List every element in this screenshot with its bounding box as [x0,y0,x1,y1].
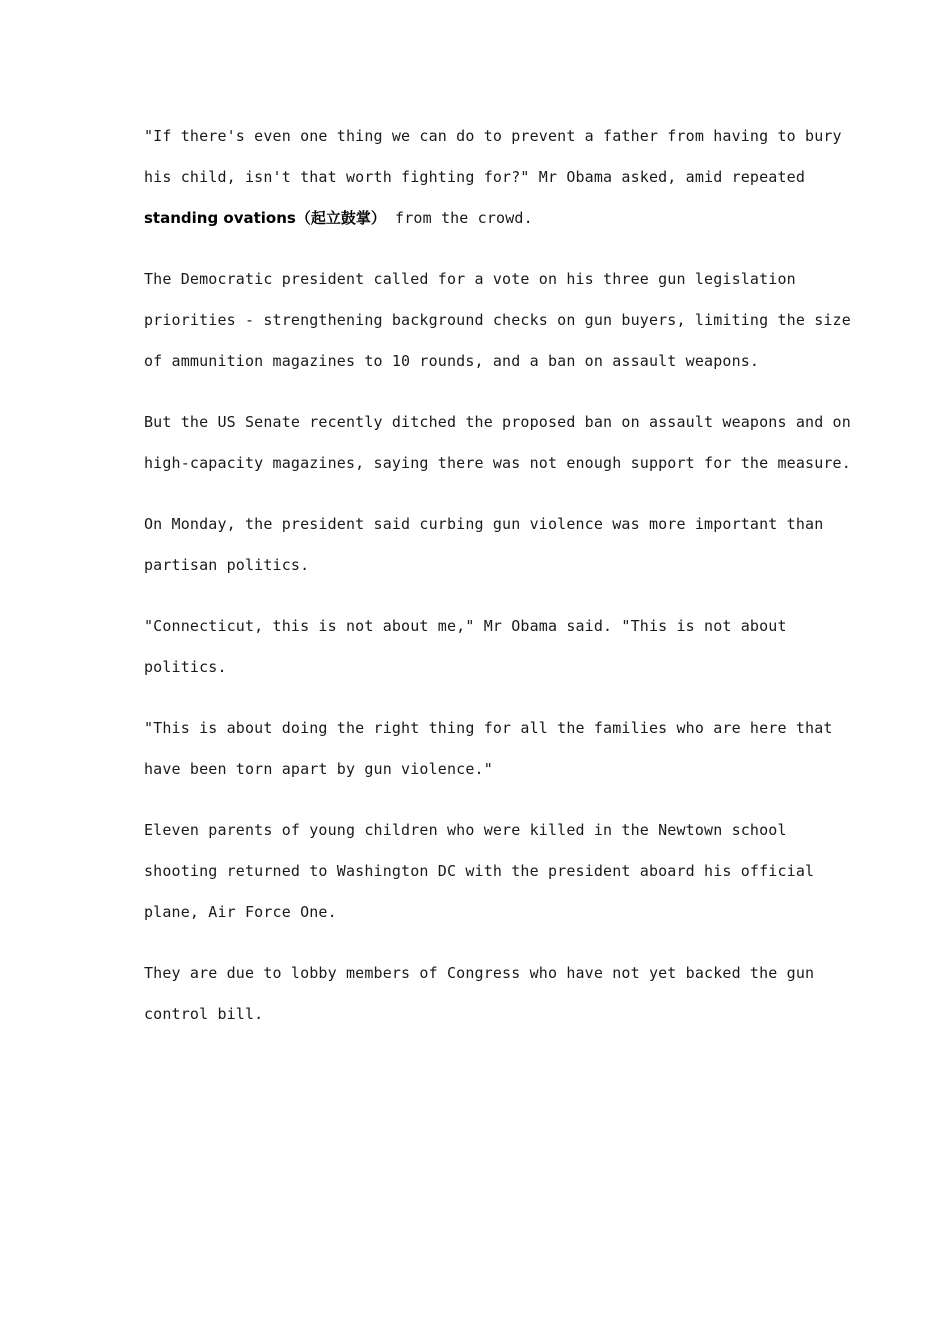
text-line: of ammunition magazines to 10 rounds, and a ban on assault weapons. [144,352,760,370]
paragraph-7 [144,810,815,933]
text-line: plane, Air Force One. [144,903,337,921]
text-line: But the US Senate recently ditched the proposed ban on assault weapons and on [144,413,851,431]
text-line: partisan politics. [144,556,310,574]
text-line: shooting returned to Washington DC with the president aboard his official [144,862,815,880]
text-line: They are due to lobby members of Congress who have not yet backed the gun [144,964,815,982]
text-line: Eleven parents of young children who were killed in the Newtown school [144,821,787,839]
text-segment: from the crowd. [385,209,533,227]
text-line: politics. [144,658,227,676]
paragraph-1 [144,116,842,239]
text-line: control bill. [144,1005,264,1023]
text-line: On Monday, the president said curbing gun violence was more important than [144,515,824,533]
text-line [144,198,804,239]
paragraph-8 [144,953,815,1035]
text-line: "Connecticut, this is not about me," Mr Obama said. "This is not about [144,617,787,635]
text-line: "This is about doing the right thing for all the families who are here that [144,719,833,737]
paragraph-6 [144,708,833,790]
bold-phrase: standing ovations（起立鼓掌） [144,209,386,227]
text-line: his child, isn't that worth fighting for?" Mr Obama asked, amid repeated [144,168,806,186]
text-line: "If there's even one thing we can do to prevent a father from having to bury [144,127,842,145]
text-line: high-capacity magazines, saying there was not enough support for the measure. [144,454,851,472]
text-line: have been torn apart by gun violence." [144,760,493,778]
paragraph-4 [144,504,824,586]
text-line: The Democratic president called for a vote on his three gun legislation [144,270,796,288]
paragraph-2 [144,259,851,382]
article-body [144,116,851,1055]
text-line: priorities - strengthening background checks on gun buyers, limiting the size [144,311,851,329]
paragraph-5 [144,606,804,688]
paragraph-3 [144,402,851,484]
